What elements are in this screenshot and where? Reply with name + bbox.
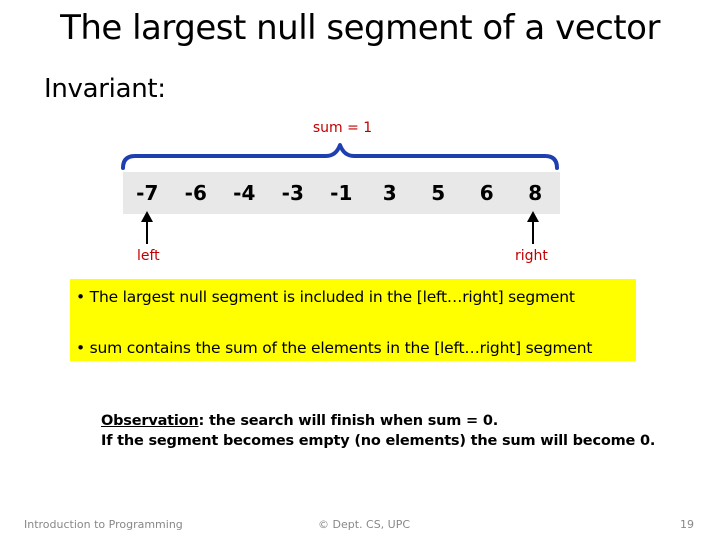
slide-subtitle: Invariant: — [44, 74, 166, 104]
left-arrow-icon — [141, 211, 153, 244]
array — [123, 172, 560, 214]
footer-course: Introduction to Programming — [24, 518, 183, 531]
sum-label: sum = 1 — [312, 120, 373, 136]
array-cell: -7 — [136, 181, 159, 205]
array-cell: -3 — [281, 181, 304, 205]
bullet-item: • The largest null segment is included in the [left…right] segment — [76, 288, 575, 306]
array-cell: 5 — [431, 181, 446, 205]
slide-title: The largest null segment of a vector — [60, 8, 660, 48]
right-arrow-icon — [527, 211, 539, 244]
right-label: right — [515, 248, 548, 264]
observation-text: : the search will finish when sum = 0. — [198, 413, 499, 429]
bullet-item: • sum contains the sum of the elements in the [left…right] segment — [76, 339, 593, 357]
array-cell: -6 — [184, 181, 207, 205]
bullet-text: sum contains the sum of the elements in the [left…right] segment — [89, 339, 593, 357]
observation — [101, 411, 655, 451]
array-cell: 8 — [528, 181, 543, 205]
array-cell: 6 — [479, 181, 494, 205]
observation-line-1 — [101, 411, 655, 431]
bullet-text: The largest null segment is included in the [left…right] segment — [89, 288, 575, 306]
page-number: 19 — [680, 518, 694, 531]
footer-copyright: © Dept. CS, UPC — [318, 518, 411, 531]
invariant-box — [70, 279, 636, 361]
array-cell: -1 — [330, 181, 353, 205]
segment-brace — [118, 138, 562, 172]
left-label: left — [137, 248, 160, 264]
observation-line-2: If the segment becomes empty (no elements) the sum will become 0. — [101, 433, 656, 449]
observation-label: Observation — [101, 413, 199, 429]
array-cell: 3 — [382, 181, 397, 205]
array-cell: -4 — [233, 181, 256, 205]
